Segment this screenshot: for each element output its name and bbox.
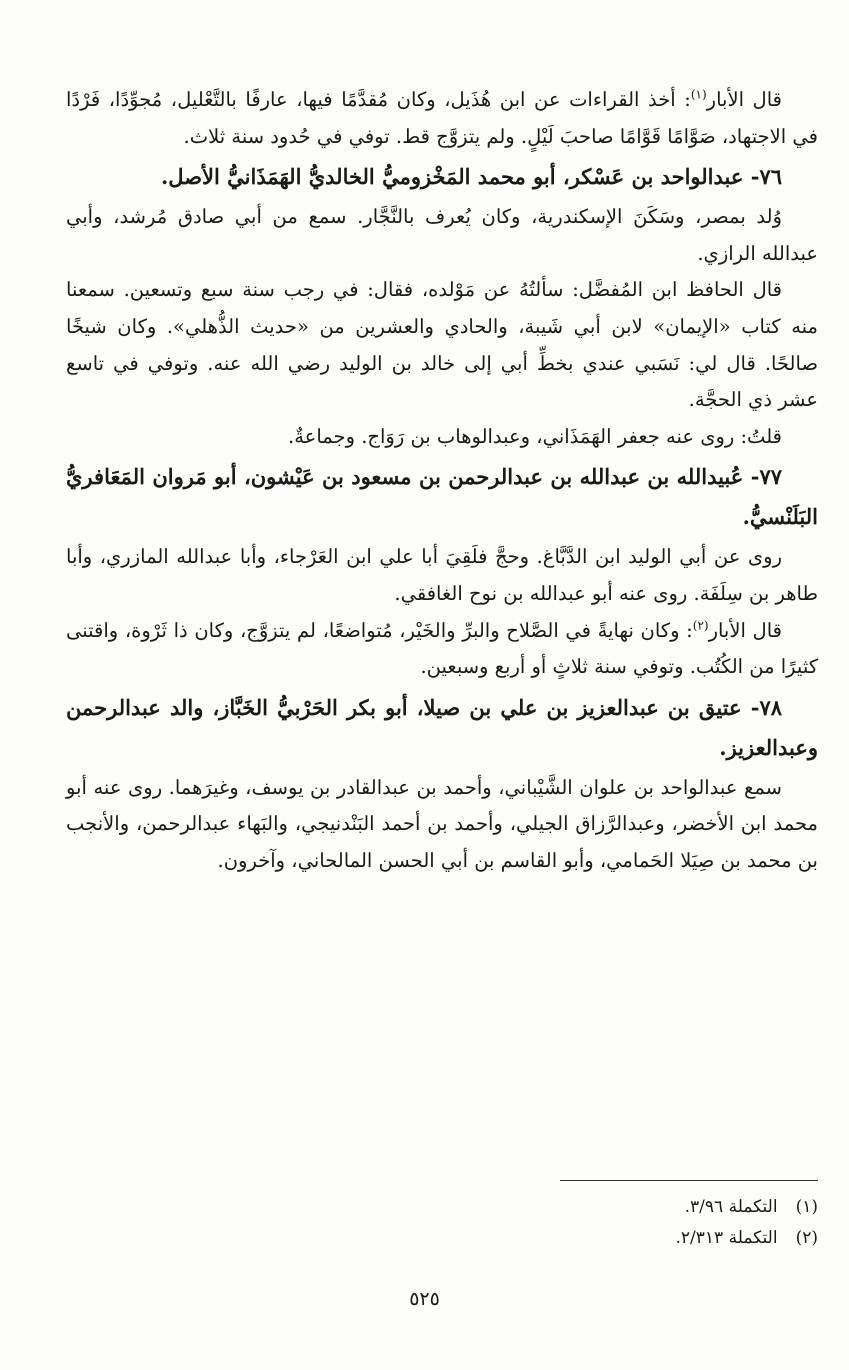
footnote-number: (٢) — [795, 1228, 818, 1248]
paragraph-3: قال الحافظ ابن المُفضَّل: سألتُهُ عن مَوْلده، فقال: في رجب سنة سبع وتسعين. سمعنا منه كتاب «الإيمان» لابن أبي شَيبة، والحادي والعشرين من «حديث الذُّهلي». وكان شيخًا صالحًا. قال لي: نَسَبي عندي بخطِّ أبي إلى خالد بن الوليد رضي الله عنه. وتوفي في تاسع عشر ذي الحجَّة. — [66, 278, 818, 412]
paragraph-1: قال الأبار$^{(١)}$: أخذ القراءات عن ابن هُذَيل، وكان مُقدَّمًا فيها، عارفًا بالتَّعْليل، مُجوِّدًا، فَرْدًا في الاجتهاد، صَوَّامًا قَوَّامًا صاحبَ لَيْلٍ. ولم يتزوَّج قط. توفي في حُدود سنة ثلاث. — [66, 87, 818, 148]
entry-77-heading: ٧٧- عُبيدالله بن عبدالله بن عبدالرحمن بن مسعود بن عَيْشون، أبو مَروان المَعَافريُّ البَلَنْسيُّ. — [66, 464, 818, 530]
footnote-text: التكملة ٣/٩٦. — [684, 1197, 778, 1217]
footnote-text: التكملة ٢/٣١٣. — [675, 1228, 778, 1248]
body-text — [66, 82, 818, 880]
page-number: ٥٢٥ — [409, 1288, 440, 1310]
footnote-ref-1[interactable]: (١) — [690, 87, 707, 102]
entry-78-heading: ٧٨- عتيق بن عبدالعزيز بن علي بن صيلا، أبو بكر الحَرْبيُّ الخَبَّاز، والد عبدالرحمن وعبدالعزيز. — [66, 694, 818, 760]
paragraph-5: روى عن أبي الوليد ابن الدَّبَّاغ. وحجَّ فلَقِيَ أبا علي ابن العَرْجاء، وأبا عبدالله المازري، وأبا طاهر بن سِلَفَة. روى عنه أبو عبدالله بن نوح الغافقي. — [66, 545, 818, 605]
paragraph-7: سمع عبدالواحد بن علوان الشَّيْباني، وأحمد بن عبدالقادر بن يوسف، وغيرَهما. روى عنه أبو محمد ابن الأخضر، وعبدالرَّزاق الجيلي، وأحمد بن أحمد البَنْدنيجي، والبَهاء عبدالرحمن، والأنجب بن محمد بن صِيَلا الحَمامي، وأبو القاسم بن أبي الحسن المالحاني، وآخرون. — [66, 775, 818, 872]
footnote-number: (١) — [795, 1197, 818, 1217]
paragraph-6: قال الأبار$^{(٢)}$: وكان نهايةً في الصَّلاح والبرِّ والخَيْر، مُتواضعًا، لم يتزوَّج، وكان ذا ثَرْوة، واقتنى كثيرًا من الكُتُب. وتوفي سنة ثلاثٍ أو أربع وسبعين. — [66, 618, 818, 679]
footnote-divider — [560, 1180, 818, 1181]
footnote-2 — [400, 1223, 818, 1254]
footnote-1 — [400, 1192, 818, 1223]
paragraph-4: قلتُ: روى عنه جعفر الهَمَذَاني، وعبدالوهاب بن رَوَاج. وجماعةٌ. — [288, 424, 782, 448]
footnotes — [400, 1192, 818, 1254]
paragraph-2: وُلد بمصر، وسَكَنَ الإسكندرية، وكان يُعرف بالنَّجَّار. سمع من أبي صادق مُرشد، وأبي عبدالله الرازي. — [66, 205, 818, 265]
entry-76-heading: ٧٦- عبدالواحد بن عَسْكر، أبو محمد المَخْزوميُّ الخالديُّ الهَمَذَانيُّ الأصل. — [160, 164, 782, 190]
footnote-ref-2[interactable]: (٢) — [692, 618, 709, 633]
